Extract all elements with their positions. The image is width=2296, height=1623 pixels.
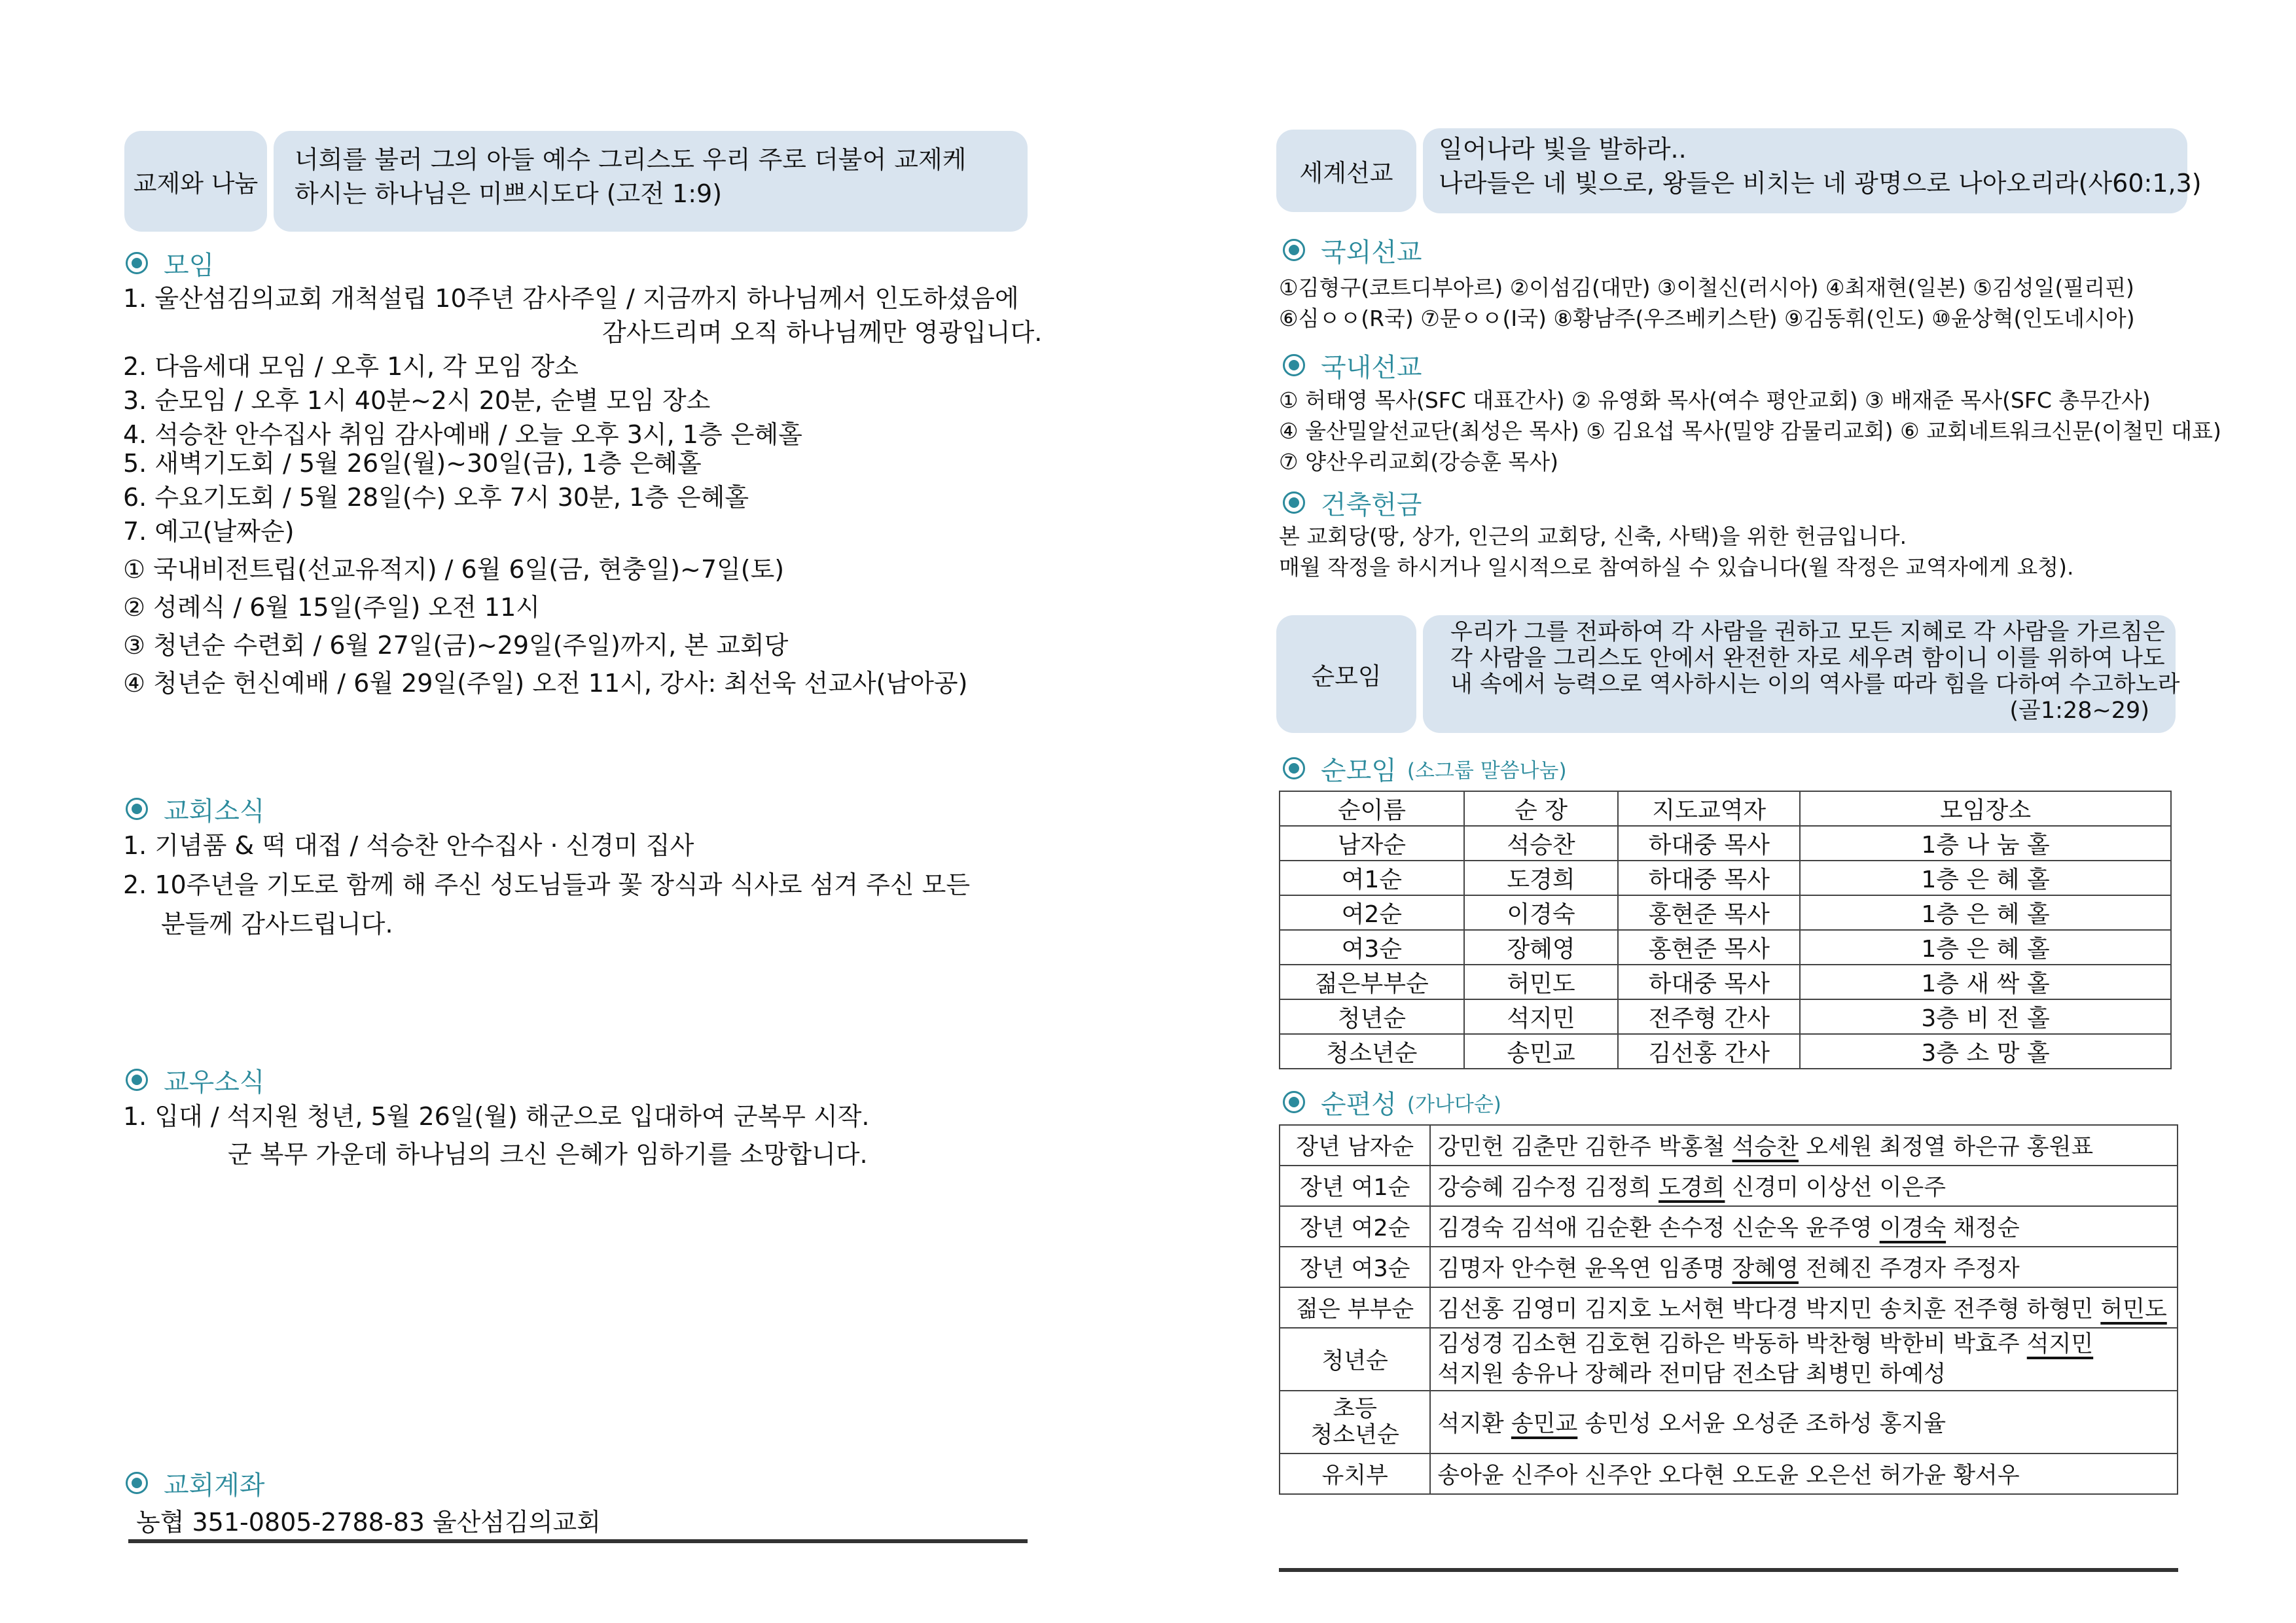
fellowship-label: 교제와 나눔 [124, 131, 267, 232]
roster-label-line: 청소년순 [1310, 1422, 1399, 1448]
list-item: 분들께 감사드립니다. [161, 910, 393, 938]
table-cell: 이경숙 [1464, 895, 1619, 930]
table-cell: 석승찬 [1464, 826, 1619, 861]
fellowship-verse [274, 131, 1028, 232]
roster-label: 장년 여1순 [1280, 1166, 1430, 1206]
list-item: 본 교회당(땅, 상가, 인근의 교회당, 신축, 사택)을 위한 헌금입니다. [1279, 524, 1907, 549]
table-row [1280, 1247, 2178, 1287]
table-cell: 여1순 [1280, 861, 1464, 895]
section-bullet-icon [126, 798, 148, 820]
table-cell: 청소년순 [1280, 1034, 1464, 1069]
table-cell: 허민도 [1464, 965, 1619, 999]
table-cell: 1층 새 싹 홀 [1800, 965, 2171, 999]
church-news-list [123, 829, 1039, 941]
cell-leader: 석지민 [2026, 1331, 2094, 1357]
table-row [1280, 895, 2171, 930]
domestic-title: 국내선교 [1321, 352, 1422, 383]
list-item: 1. 기념품 & 떡 대접 / 석승찬 안수집사 · 신경미 집사 [123, 831, 694, 860]
section-bullet-icon [126, 1472, 148, 1494]
table-cell: 1층 은 혜 홀 [1800, 861, 2171, 895]
building-heading [1283, 484, 1422, 521]
member-names: 김선홍 김영미 김지호 노서현 박다경 박지민 송치훈 전주형 하형민 [1437, 1296, 2101, 1323]
church-news-title: 교회소식 [164, 796, 265, 827]
cell-verse-line: (골1:28~29) [2009, 698, 2149, 724]
cell-leader: 장혜영 [1732, 1256, 1799, 1282]
building-text [1279, 521, 2074, 582]
table-row [1280, 826, 2171, 861]
list-item: ③ 청년순 수련회 / 6월 27일(금)~29일(주일)까지, 본 교회당 [123, 631, 789, 660]
list-item: ⑥심ㅇㅇ(R국) ⑦문ㅇㅇ(I국) ⑧황남주(우즈베키스탄) ⑨김동휘(인도) ⑩윤상혁(인도네시아) [1279, 306, 2135, 331]
member-names: 강민헌 김춘만 김한주 박홍철 [1437, 1134, 1732, 1160]
table-row [1280, 1454, 2178, 1494]
roster-label: 유치부 [1280, 1454, 1430, 1494]
table-cell: 1층 은 혜 홀 [1800, 895, 2171, 930]
list-item: 군 복무 가운데 하나님의 크신 은혜가 임하기를 소망합니다. [228, 1140, 868, 1169]
cell-leader: 도경희 [1658, 1175, 1725, 1201]
table-cell: 하대중 목사 [1618, 826, 1800, 861]
member-news-heading [126, 1061, 265, 1098]
meetings-heading [126, 245, 214, 281]
meetings-list [123, 281, 1043, 700]
cell-verse [1423, 615, 2180, 733]
section-bullet-icon [1283, 239, 1305, 261]
roster-members [1430, 1166, 2178, 1206]
list-item: ①김형구(코트디부아르) ②이섬김(대만) ③이철신(러시아) ④최재현(일본) ⑤김성일(필리핀) [1279, 275, 2134, 300]
table-row [1280, 965, 2171, 999]
account-title: 교회계좌 [164, 1470, 265, 1501]
divider [1279, 1568, 2178, 1572]
roster-members [1430, 1247, 2178, 1287]
mission-verse [1423, 128, 2202, 213]
cell-leader: 석승찬 [1732, 1134, 1799, 1160]
roster-members [1430, 1125, 2178, 1166]
column-header: 지도교역자 [1618, 791, 1800, 826]
account-text: 농협 351-0805-2788-83 울산섬김의교회 [136, 1508, 601, 1537]
table-row [1280, 1287, 2178, 1328]
divider [128, 1539, 1028, 1543]
table-cell: 석지민 [1464, 999, 1619, 1034]
overseas-list [1279, 272, 2135, 334]
member-names: 석지환 [1437, 1411, 1511, 1437]
mission-label: 세계선교 [1276, 130, 1416, 212]
member-names: 김성경 김소현 김호현 김하은 박동하 박찬형 박한비 박효주 [1437, 1331, 2027, 1357]
member-news-list [123, 1099, 1039, 1171]
roster-label: 젊은 부부순 [1280, 1287, 1430, 1328]
section-bullet-icon [1283, 354, 1305, 376]
section-bullet-icon [126, 1069, 148, 1091]
table-cell: 3층 소 망 홀 [1800, 1034, 2171, 1069]
cell-roster-heading [1283, 1084, 1501, 1120]
list-item: 6. 수요기도회 / 5월 28일(수) 오후 7시 30분, 1층 은혜홀 [123, 483, 749, 512]
member-names: 김명자 안수현 윤옥연 임종명 [1437, 1256, 1732, 1282]
list-item: 5. 새벽기도회 / 5월 26일(월)~30일(금), 1층 은혜홀 [123, 449, 702, 478]
table-cell: 여3순 [1280, 930, 1464, 965]
meetings-title: 모임 [164, 250, 215, 281]
member-names: 김경숙 김석애 김순환 손수정 신순옥 윤주영 [1437, 1215, 1880, 1241]
overseas-title: 국외선교 [1321, 237, 1422, 268]
table-row [1280, 1206, 2178, 1247]
section-bullet-icon [126, 252, 148, 274]
overseas-heading [1283, 232, 1422, 268]
roster-label-line: 초등 [1333, 1396, 1377, 1422]
table-cell: 전주형 간사 [1618, 999, 1800, 1034]
table-row [1280, 1328, 2178, 1391]
section-bullet-icon [1283, 757, 1305, 779]
church-news-heading [126, 791, 265, 827]
list-item: 2. 10주년을 기도로 함께 해 주신 성도님들과 꽃 장식과 식사로 섬겨 주신 모든 [123, 870, 971, 899]
table-cell: 하대중 목사 [1618, 965, 1800, 999]
table-row [1280, 1034, 2171, 1069]
table-cell: 젊은부부순 [1280, 965, 1464, 999]
roster-label: 청년순 [1280, 1328, 1430, 1391]
table-cell: 장혜영 [1464, 930, 1619, 965]
table-row [1280, 930, 2171, 965]
cell-verse-line: 우리가 그를 전파하여 각 사람을 권하고 모든 지혜로 각 사람을 가르침은 [1450, 619, 2165, 645]
table-header-row [1280, 791, 2171, 826]
table-cell: 1층 나 눔 홀 [1800, 826, 2171, 861]
table-cell: 3층 비 전 홀 [1800, 999, 2171, 1034]
table-cell: 김선홍 간사 [1618, 1034, 1800, 1069]
column-header: 모임장소 [1800, 791, 2171, 826]
table-cell: 홍현준 목사 [1618, 895, 1800, 930]
list-item: 4. 석승찬 안수집사 취임 감사예배 / 오늘 오후 3시, 1층 은혜홀 [123, 420, 802, 449]
cell-leader: 허민도 [2100, 1296, 2167, 1323]
table-cell: 남자순 [1280, 826, 1464, 861]
list-item: 감사드리며 오직 하나님께만 영광입니다. [602, 318, 1043, 347]
cell-verse-line: 내 속에서 능력으로 역사하시는 이의 역사를 따라 힘을 다하여 수고하노라 [1450, 671, 2180, 698]
roster-members [1430, 1391, 2178, 1454]
table-row [1280, 861, 2171, 895]
list-item: ① 허태영 목사(SFC 대표간사) ② 유영화 목사(여수 평안교회) ③ 배재준 목사(SFC 총무간사) [1279, 387, 2151, 413]
cell-leader: 이경숙 [1879, 1215, 1946, 1241]
domestic-list [1279, 385, 2221, 477]
building-title: 건축헌금 [1321, 490, 1422, 520]
table-cell: 청년순 [1280, 999, 1464, 1034]
cell-meeting-heading [1283, 750, 1567, 787]
list-item: 7. 예고(날짜순) [123, 517, 295, 546]
roster-members [1430, 1287, 2178, 1328]
table-cell: 송민교 [1464, 1034, 1619, 1069]
member-line [1437, 1329, 2170, 1359]
roster-label: 장년 여2순 [1280, 1206, 1430, 1247]
roster-label [1280, 1391, 1430, 1454]
member-names: 신경미 이상선 이은주 [1725, 1175, 1946, 1201]
cell-roster-subtitle: (가나다순) [1407, 1092, 1501, 1116]
list-item: ⑦ 양산우리교회(강승훈 목사) [1279, 449, 1558, 474]
fellowship-verse-line: 너희를 불러 그의 아들 예수 그리스도 우리 주로 더불어 교제케 [295, 145, 967, 174]
cell-meeting-table [1279, 791, 2172, 1069]
section-bullet-icon [1283, 1091, 1305, 1113]
table-row [1280, 999, 2171, 1034]
table-row [1280, 1125, 2178, 1166]
cell-meeting-subtitle: (소그룹 말씀나눔) [1407, 758, 1567, 783]
member-news-title: 교우소식 [164, 1067, 265, 1097]
column-header: 순 장 [1464, 791, 1619, 826]
list-item: 3. 순모임 / 오후 1시 40분~2시 20분, 순별 모임 장소 [123, 386, 711, 415]
column-header: 순이름 [1280, 791, 1464, 826]
member-names: 채정순 [1946, 1215, 2020, 1241]
list-item: ① 국내비전트립(선교유적지) / 6월 6일(금, 현충일)~7일(토) [123, 555, 785, 584]
section-bullet-icon [1283, 491, 1305, 514]
account-heading [126, 1465, 265, 1501]
mission-verse-line: 나라들은 네 빛으로, 왕들은 비치는 네 광명으로 나아오리라(사60:1,3) [1439, 169, 2202, 198]
roster-members [1430, 1206, 2178, 1247]
cell-roster-title: 순편성 [1321, 1089, 1397, 1120]
list-item: 1. 울산섬김의교회 개척설립 10주년 감사주일 / 지금까지 하나님께서 인도하셨음에 [123, 284, 1019, 313]
member-names: 전혜진 주경자 주정자 [1798, 1256, 2020, 1282]
roster-members: 송아윤 신주아 신주안 오다현 오도윤 오은선 허가윤 황서우 [1430, 1454, 2178, 1494]
roster-label: 장년 여3순 [1280, 1247, 1430, 1287]
list-item: ④ 청년순 헌신예배 / 6월 29일(주일) 오전 11시, 강사: 최선욱 선교사(남아공) [123, 669, 968, 698]
cell-roster-table [1279, 1124, 2178, 1495]
fellowship-verse-line: 하시는 하나님은 미쁘시도다 (고전 1:9) [295, 179, 723, 208]
member-names: 송민성 오서윤 오성준 조하성 홍지율 [1577, 1411, 1946, 1437]
table-row [1280, 1166, 2178, 1206]
member-names: 강승혜 김수정 김정희 [1437, 1175, 1659, 1201]
table-cell: 여2순 [1280, 895, 1464, 930]
cell-verse-line: 각 사람을 그리스도 안에서 완전한 자로 세우려 함이니 이를 위하여 나도 [1450, 645, 2165, 671]
table-cell: 도경희 [1464, 861, 1619, 895]
list-item: 매월 작정을 하시거나 일시적으로 참여하실 수 있습니다(월 작정은 교역자에게 요청). [1279, 554, 2074, 580]
roster-label: 장년 남자순 [1280, 1125, 1430, 1166]
table-cell: 1층 은 혜 홀 [1800, 930, 2171, 965]
list-item: ④ 울산밀알선교단(최성은 목사) ⑤ 김요섭 목사(밀양 감물리교회) ⑥ 교회네트워크신문(이철민 대표) [1279, 418, 2221, 444]
domestic-heading [1283, 347, 1422, 383]
mission-verse-line: 일어나라 빛을 발하라.. [1439, 135, 1687, 164]
table-cell: 하대중 목사 [1618, 861, 1800, 895]
cell-leader: 송민교 [1511, 1411, 1578, 1437]
list-item: ② 성례식 / 6월 15일(주일) 오전 11시 [123, 593, 540, 622]
cell-meeting-title: 순모임 [1321, 755, 1397, 786]
member-names: 오세원 최정열 하은규 홍원표 [1798, 1134, 2094, 1160]
cell-label: 순모임 [1276, 615, 1416, 733]
roster-members [1430, 1328, 2178, 1391]
table-cell: 홍현준 목사 [1618, 930, 1800, 965]
table-row [1280, 1391, 2178, 1454]
member-line: 석지원 송유나 장혜라 전미담 전소담 최병민 하예성 [1437, 1361, 1946, 1387]
list-item: 1. 입대 / 석지원 청년, 5월 26일(월) 해군으로 입대하여 군복무 시작. [123, 1102, 870, 1131]
list-item: 2. 다음세대 모임 / 오후 1시, 각 모임 장소 [123, 352, 579, 381]
